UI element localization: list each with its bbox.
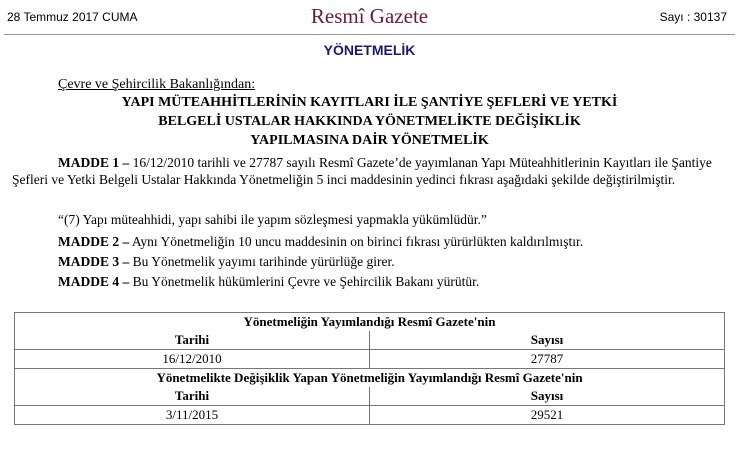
- article-4: [12, 273, 727, 290]
- table-cell-number: 27787: [370, 350, 725, 369]
- section-title: YÖNETMELİK: [323, 42, 416, 58]
- issue-date: 28 Temmuz 2017 CUMA: [7, 10, 138, 24]
- table-cell-date: 3/11/2015: [15, 406, 370, 425]
- article-label: MADDE 1 –: [58, 155, 130, 170]
- article-text: Aynı Yönetmeliğin 10 uncu maddesinin on birinci fıkrası yürürlükten kaldırılmıştır.: [129, 234, 584, 249]
- table-heading: Yönetmelikte Değişiklik Yapan Yönetmeliğin Yayımlandığı Resmî Gazete'nin: [15, 369, 725, 388]
- article-2: [12, 233, 727, 250]
- header-divider: [4, 34, 735, 35]
- gazette-header: [0, 0, 739, 36]
- article-3: [12, 253, 727, 270]
- regulation-title-line: YAPI MÜTEAHHİTLERİNİN KAYITLARI İLE ŞANTİYE ŞEFLERİ VE YETKİ: [121, 95, 618, 110]
- regulation-title-line: BELGELİ USTALAR HAKKINDA YÖNETMELİKTE DEĞİŞİKLİK: [158, 114, 581, 129]
- article-text: 16/12/2010 tarihli ve 27787 sayılı Resmî Gazete’de yayımlanan Yapı Müteahhitlerinin Kayıtları ile Şantiye Şefleri ve Yetki Belgeli Ustalar Hakkında Yönetmeliğin 5 inci maddesinin yedinci fıkrası aşağıdaki şekilde değiştirilmiştir.: [12, 155, 712, 187]
- issue-number: Sayı : 30137: [659, 10, 727, 24]
- column-header-number: Sayısı: [370, 387, 725, 406]
- article-label: MADDE 4 –: [58, 274, 130, 289]
- article-text: Bu Yönetmelik yayımı tarihinde yürürlüğe girer.: [129, 254, 395, 269]
- article-label: MADDE 2 –: [58, 234, 130, 249]
- article-text: Bu Yönetmelik hükümlerini Çevre ve Şehircilik Bakanı yürütür.: [129, 274, 480, 289]
- table-cell-number: 29521: [370, 406, 725, 425]
- publication-table: [14, 312, 725, 425]
- regulation-title: [0, 93, 739, 150]
- table-row: [15, 406, 725, 425]
- column-header-number: Sayısı: [370, 331, 725, 350]
- table-cell-date: 16/12/2010: [15, 350, 370, 369]
- column-header-date: Tarihi: [15, 331, 370, 350]
- column-header-date: Tarihi: [15, 387, 370, 406]
- gazette-title: Resmî Gazete: [310, 4, 429, 28]
- ministry-name: Çevre ve Şehircilik Bakanlığından:: [58, 77, 256, 92]
- table-heading: Yönetmeliğin Yayımlandığı Resmî Gazete'nin: [15, 313, 725, 332]
- regulation-title-line: YAPILMASINA DAİR YÖNETMELİK: [250, 133, 489, 148]
- article-text: “(7) Yapı müteahhidi, yapı sahibi ile yapım sözleşmesi yapmakla yükümlüdür.”: [58, 212, 487, 227]
- article-label: MADDE 3 –: [58, 254, 130, 269]
- table-row: [15, 350, 725, 369]
- article-1: [12, 154, 727, 188]
- article-1-quote: [12, 211, 727, 228]
